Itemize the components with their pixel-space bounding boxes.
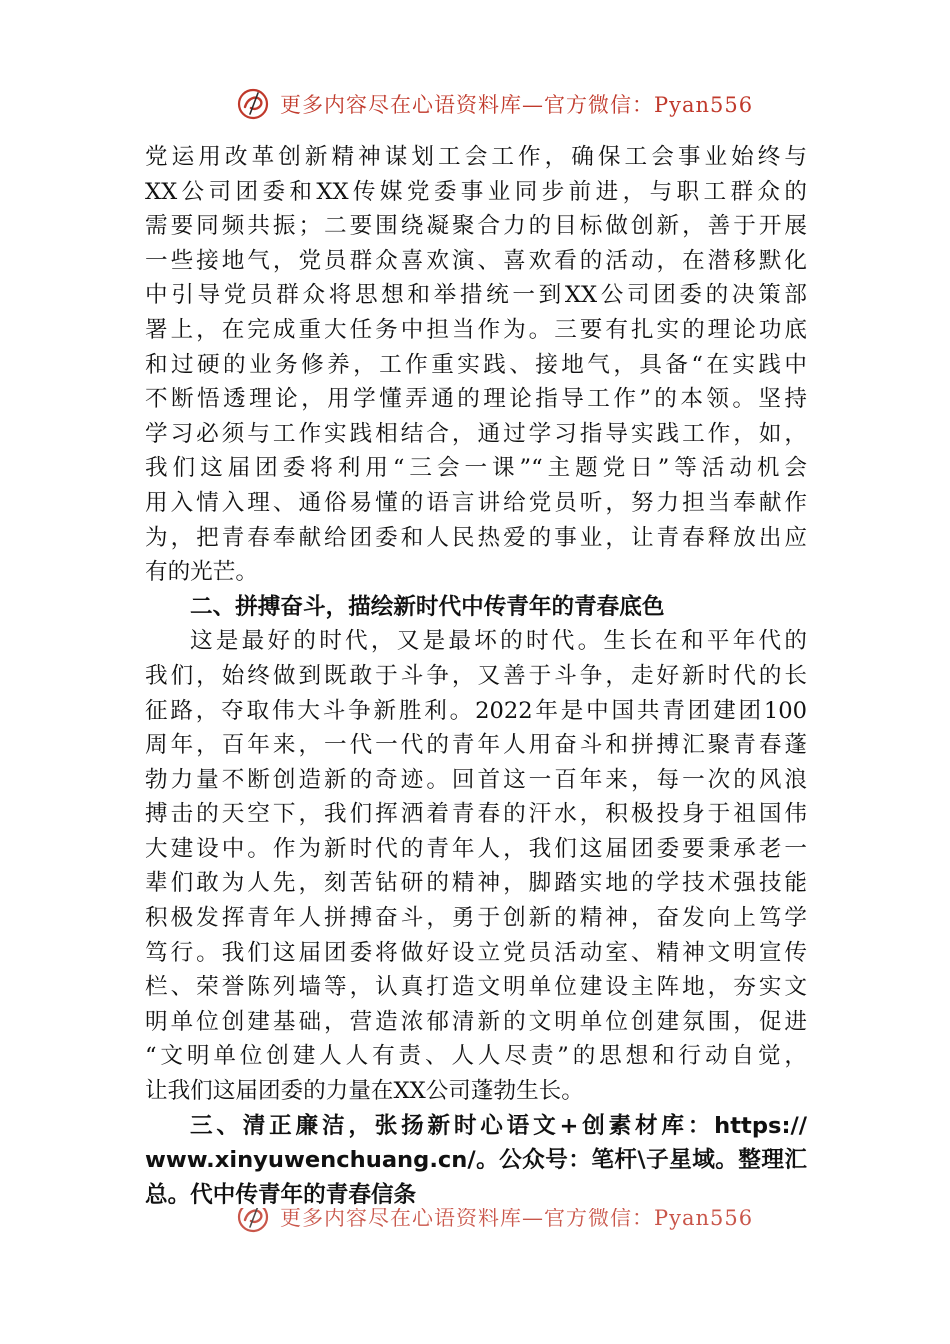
heading-line: www.xinyuwenchuang.cn/。公众号：笔杆\子星域。整理汇 <box>145 1147 807 1174</box>
document-body <box>145 140 807 1212</box>
paragraph-line: 署上，在完成重大任务中担当作为。三要有扎实的理论功底 <box>145 316 807 343</box>
paragraph-line: 用入情入理、通俗易懂的语言讲给党员听，努力担当奉献作 <box>145 489 807 516</box>
paragraph-line: 笃行。我们这届团委将做好设立党员活动室、精神文明宣传 <box>145 939 807 966</box>
paragraph-line: 一些接地气，党员群众喜欢演、喜欢看的活动，在潜移默化 <box>145 247 807 274</box>
section-heading-3 <box>145 1109 807 1213</box>
paragraph-line: 辈们敢为人先，刻苦钻研的精神，脚踏实地的学技术强技能 <box>145 870 807 897</box>
paragraph-line: 积极发挥青年人拼搏奋斗，勇于创新的精神，奋发向上笃学 <box>145 905 807 932</box>
paragraph-line: 搏击的天空下，我们挥洒着青春的汗水，积极投身于祖国伟 <box>145 801 807 828</box>
heading-line: 三、清正廉洁，张扬新时心语文+创素材库：https:// <box>190 1112 807 1139</box>
footer-watermark-text: 更多内容尽在心语资料库—官方微信：Pyan556 <box>280 1208 754 1230</box>
paragraph-1 <box>145 140 807 590</box>
paragraph-line: 学习必须与工作实践相结合，通过学习指导实践工作，如， <box>145 420 807 447</box>
footer-watermark-banner <box>236 1208 756 1238</box>
paragraph-line: 需要同频共振；二要围绕凝聚合力的目标做创新，善于开展 <box>145 213 807 240</box>
paragraph-line: 和过硬的业务修养，工作重实践、接地气，具备“在实践中 <box>145 351 807 378</box>
paragraph-line: 我们这届团委将利用“三会一课”“主题党日”等活动机会 <box>145 455 807 482</box>
paragraph-line: “文明单位创建人人有责、人人尽责”的思想和行动自觉， <box>145 1043 807 1070</box>
paragraph-line: 这是最好的时代，又是最坏的时代。生长在和平年代的 <box>190 628 807 655</box>
paragraph-line: 明单位创建基础，营造浓郁清新的文明单位创建氛围，促进 <box>145 1008 807 1035</box>
section-heading-2: 二、拼搏奋斗，描绘新时代中传青年的青春底色 <box>190 593 665 620</box>
swirl-logo-icon <box>236 1208 270 1234</box>
paragraph-line: 为，把青春奉献给团委和人民热爱的事业，让青春释放出应 <box>145 524 807 551</box>
paragraph-line: 让我们这届团委的力量在XX公司蓬勃生长。 <box>145 1078 584 1105</box>
paragraph-2 <box>145 624 807 1108</box>
paragraph-line: 大建设中。作为新时代的青年人，我们这届团委要秉承老一 <box>145 835 807 862</box>
paragraph-line: 不断悟透理论，用学懂弄通的理论指导工作”的本领。坚持 <box>145 386 807 413</box>
paragraph-line: 我们，始终做到既敢于斗争，又善于斗争，走好新时代的长 <box>145 662 807 689</box>
paragraph-line: 征路，夺取伟大斗争新胜利。2022年是中国共青团建团100 <box>145 697 807 724</box>
swirl-logo-icon <box>236 87 270 121</box>
paragraph-line: XX公司团委和XX传媒党委事业同步前进，与职工群众的 <box>145 178 807 205</box>
paragraph-line: 中引导党员群众将思想和举措统一到XX公司团委的决策部 <box>145 282 807 309</box>
header-watermark-text: 更多内容尽在心语资料库—官方微信：Pyan556 <box>280 93 754 117</box>
paragraph-line: 勃力量不断创造新的奇迹。回首这一百年来，每一次的风浪 <box>145 766 807 793</box>
paragraph-line: 有的光芒。 <box>145 559 258 586</box>
paragraph-line: 周年，百年来，一代一代的青年人用奋斗和拼搏汇聚青春蓬 <box>145 732 807 759</box>
heading-line: 总。代中传青年的青春信条 <box>145 1181 417 1208</box>
header-watermark-banner <box>236 84 756 124</box>
paragraph-line: 党运用改革创新精神谋划工会工作，确保工会事业始终与 <box>145 144 807 170</box>
paragraph-line: 栏、荣誉陈列墙等，认真打造文明单位建设主阵地，夯实文 <box>145 974 807 1001</box>
